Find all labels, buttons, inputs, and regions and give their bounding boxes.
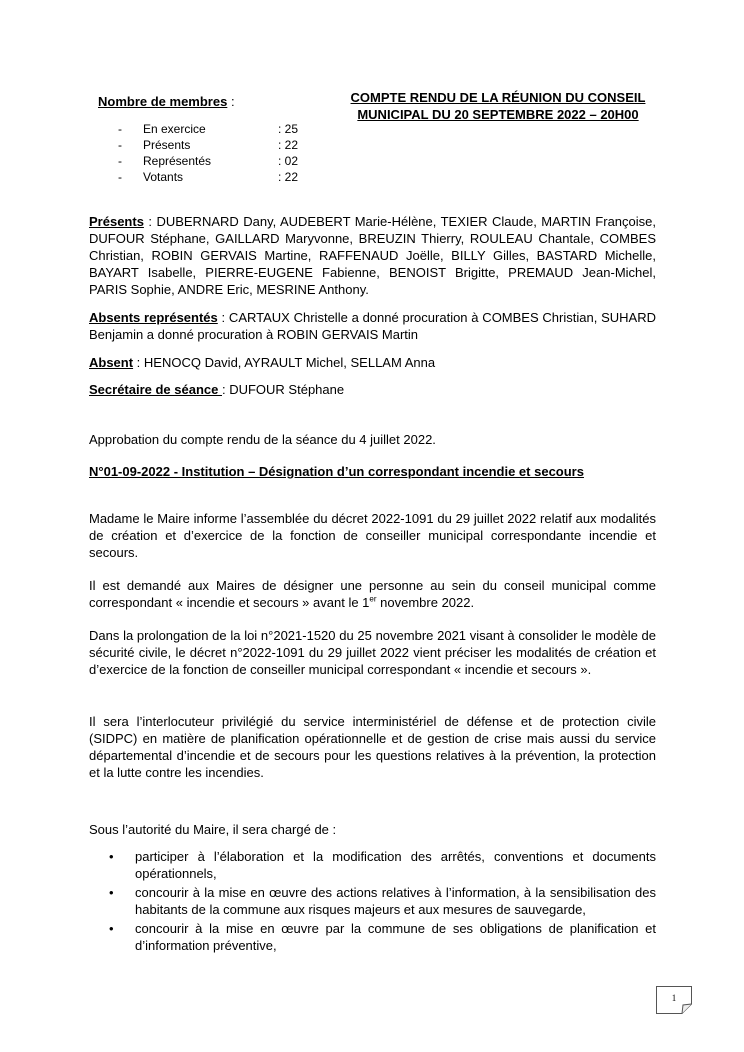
list-item (89, 848, 656, 882)
list-dash: - (118, 170, 122, 184)
deliberation-title: N°01-09-2022 - Institution – Désignation d’un correspondant incendie et secours (89, 464, 584, 479)
approbation-paragraph: Approbation du compte rendu de la séance du 4 juillet 2022. (89, 432, 436, 447)
members-list (118, 121, 298, 185)
page-number: 1 (671, 993, 677, 1003)
list-dash: - (118, 154, 122, 168)
members-value: : 22 (278, 138, 299, 152)
members-heading-colon: : (227, 94, 235, 109)
secretaire-text: : DUFOUR Stéphane (221, 382, 345, 397)
absent-paragraph (89, 354, 656, 371)
members-row-votants (118, 169, 298, 185)
absent-text: : HENOCQ David, AYRAULT Michel, SELLAM Anna (133, 355, 436, 370)
document-title-line1: COMPTE RENDU DE LA RÉUNION DU CONSEIL (350, 90, 646, 105)
list-dash: - (118, 122, 122, 136)
absents-representes-text: : CARTAUX Christelle a donné procuration à COMBES Christian, SUHARD Benjamin a donné procuration à ROBIN GERVAIS Martin (89, 310, 656, 342)
bullet-icon: • (109, 921, 114, 936)
absents-representes-paragraph (89, 309, 656, 343)
bullet-text: concourir à la mise en œuvre des actions relatives à l’information, à la sensibilisation des habitants de la commune aux risques majeurs et aux mesures de sauvegarde, (135, 885, 656, 917)
paragraph-demande-end: novembre 2022. (376, 595, 475, 610)
bullet-icon: • (109, 885, 114, 900)
paragraph-decret: Madame le Maire informe l’assemblée du décret 2022-1091 du 29 juillet 2022 relatif aux modalités de création et d’exercice de la fonction de conseiller municipal correspondante incendie et secours. (89, 511, 656, 560)
members-label: Votants (143, 170, 184, 184)
page-corner-icon (656, 986, 692, 1014)
members-label: Présents (143, 138, 191, 152)
page-number-box (656, 986, 692, 1014)
bullet-text: concourir à la mise en œuvre par la commune de ses obligations de planification et d’information préventive, (135, 921, 656, 953)
absents-representes-label: Absents représentés (89, 310, 218, 325)
list-dash: - (118, 138, 122, 152)
paragraph-prolongation: Dans la prolongation de la loi n°2021-1520 du 25 novembre 2021 visant à consolider le modèle de sécurité civile, le décret n°2022-1091 du 29 juillet 2022 vient préciser les modalités de création et d’exercice de la fonction de conseiller municipal correspondant « incendie et secours ». (89, 628, 656, 677)
members-row-representes (118, 153, 298, 169)
members-value: : 02 (278, 154, 299, 168)
absent-label: Absent (89, 355, 134, 370)
paragraph-demande (89, 577, 656, 611)
paragraph-demande-text: Il est demandé aux Maires de désigner une personne au sein du conseil municipal comme correspondant « incendie et secours » avant le 1 (89, 578, 656, 610)
presents-paragraph (89, 213, 656, 298)
paragraph-interlocuteur: Il sera l’interlocuteur privilégié du service interministériel de défense et de protection civile (SIDPC) en matière de planification opérationnelle et de gestion de crise mais aussi du service départemental d’incendie et de secours pour les questions relatives à la prévention, la protection et la lutte contre les incendies. (89, 714, 656, 780)
bullet-list (89, 848, 656, 956)
presents-text: : DUBERNARD Dany, AUDEBERT Marie-Hélène, TEXIER Claude, MARTIN Françoise, DUFOUR Stéphane, GAILLARD Maryvonne, BREUZIN Thierry, ROULEAU Chantale, COMBES Christian, ROBIN GERVAIS Martine, RAFFENAUD Joëlle, BILLY Gilles, BASTARD Michelle, BAYART Isabelle, PIERRE-EUGENE Fabienne, BENOIST Brigitte, PREMAUD Jean-Michel, PARIS Sophie, ANDRE Eric, MESRINE Anthony. (89, 214, 656, 297)
list-item (89, 920, 656, 954)
list-item (89, 884, 656, 918)
members-value: : 25 (278, 122, 299, 136)
paragraph-autorite: Sous l’autorité du Maire, il sera chargé de : (89, 822, 337, 837)
secretaire-label: Secrétaire de séance (89, 382, 222, 397)
members-label: En exercice (143, 122, 206, 136)
secretaire-paragraph (89, 381, 656, 398)
members-heading-label: Nombre de membres (98, 94, 228, 109)
bullet-text: participer à l’élaboration et la modification des arrêtés, conventions et documents opérationnels, (135, 849, 656, 881)
bullet-icon: • (109, 849, 114, 864)
members-heading (98, 94, 235, 109)
members-row-exercice (118, 121, 298, 137)
document-title (318, 89, 678, 123)
members-value: : 22 (278, 170, 299, 184)
members-label: Représentés (143, 154, 212, 168)
members-row-presents (118, 137, 298, 153)
superscript-er: er (369, 594, 377, 604)
document-title-line2: MUNICIPAL DU 20 SEPTEMBRE 2022 – 20H00 (357, 107, 639, 122)
presents-label: Présents (89, 214, 144, 229)
